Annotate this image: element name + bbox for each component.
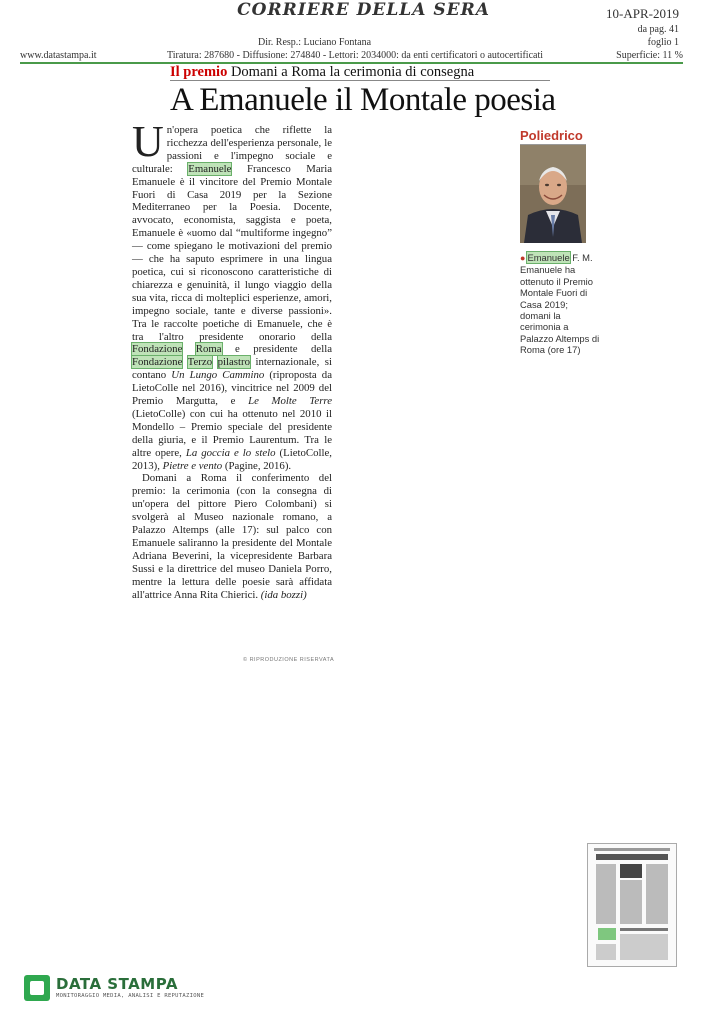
article-body [132,117,333,602]
brand-tagline: MONITORAGGIO MEDIA, ANALISI E REPUTAZIONE [56,993,205,999]
page-reference: da pag. 41 [637,24,679,35]
thumbnail-preview [588,844,676,966]
book-title: Pietre e vento [162,459,223,472]
kicker-text: Domani a Roma la cerimonia di consegna [230,64,475,80]
brand-logo-text: DATA STAMPA [56,975,178,993]
book-title: La goccia e lo stelo [185,446,276,459]
website[interactable]: www.datastampa.it [20,50,97,61]
highlight-fondazione: Fondazione [132,343,183,356]
highlight-roma: Roma [195,343,222,356]
portrait-illustration [520,145,586,243]
text-run: Domani a Roma il conferimento del premio: la cerimonia (con la consegna di un'opera del pittore Piero Colombani) si svolgerà al Museo nazionale romano, a Palazzo Altemps (alle 17): sul palco con Emanuele saliranno la presidente del Montale Adriana Beverini, la vicepresidente Barbara Sussi e la direttrice del museo Daniela Porro, mentre la lettura delle poesie sarà affidata all'attrice Anna Rita Chierici. [132,472,332,601]
book-title: Le Molte Terre [248,395,332,408]
date: 10-APR-2019 [606,6,679,21]
copyright-notice: © RIPRODUZIONE RISERVATA [243,657,335,663]
bullet-icon: ● [520,253,526,263]
photo-caption [520,252,600,356]
text-run: (riproposta da LietoColle nel 2016), vincitrice nel 2009 del Premio Margutta, e [132,369,332,408]
kicker-label: Il premio [170,64,228,80]
text-run: e presidente della [221,343,332,356]
highlight-emanuele: Emanuele [188,162,232,175]
sidebar-title: Poliedrico [520,128,583,143]
text-run: (Pagine, 2016). [222,459,292,472]
highlight-pilastro: pilastro [217,356,250,369]
caption-name: Emanuele [527,252,570,263]
masthead: CORRIERE DELLA SERA [237,0,490,20]
editor-in-chief: Dir. Resp.: Luciano Fontana [258,37,372,48]
sheet-number: foglio 1 [647,37,679,48]
caption-text: F. M. Emanuele ha ottenuto il Premio Montale Fuori di Casa 2019; domani la cerimonia a Palazzo Altemps di Roma (ore 17) [520,252,600,356]
page-thumbnail[interactable] [587,843,677,967]
kicker [170,64,474,81]
text-run: (LietoColle, 2013), [132,446,333,472]
text-run: internazionale, si contano [132,356,332,382]
kicker-rule [170,80,550,81]
author-signature: (ida bozzi) [260,588,307,601]
logo-inner-square [30,981,44,995]
paragraph-2 [132,472,332,601]
text-run: n'opera poetica che riflette la ricchezza dell'esperienza personale, le passioni e l'impegno sociale e culturale: [132,124,332,175]
paragraph-1 [132,117,333,472]
surface-info: Superficie: 11 % [616,50,683,61]
portrait-photo [520,145,586,243]
circulation-info: Tiratura: 287680 - Diffusione: 274840 - Lettori: 2034000: da enti certificatori o autocertificati [167,50,544,61]
headline: A Emanuele il Montale poesia [170,82,556,118]
highlight-terzo: Terzo [187,356,213,369]
highlight-fondazione: Fondazione [132,356,183,369]
text-run: (LietoColle) con cui ha ottenuto nel 2010 il Mondello – Premio speciale del presidente della giuria, e il Premio Laurentum. Tra le altre opere, [132,407,332,459]
drop-cap: U [132,117,164,166]
book-title: Un Lungo Cammino [171,369,265,382]
text-run: Francesco Maria Emanuele è il vincitore del Premio Montale Fuori di Casa 2019 per la Sezione Mediterraneo per la Poesia. Docente, avvocato, economista, saggista e poeta, Emanuele è «uomo dal “multiforme ingegno” — come spiegano le motivazioni del premio — che ha saputo esprimere in una lingua poetica, cui si riconoscono caratteristiche di chiarezza e genuinità, il lungo viaggio della sua vita, ricca di molteplici esperienze, amori, impegno sociale, tante e diverse passioni». Tra le raccolte poetiche di Emanuele, che è tra l'altro presidente onorario della [132,162,333,343]
